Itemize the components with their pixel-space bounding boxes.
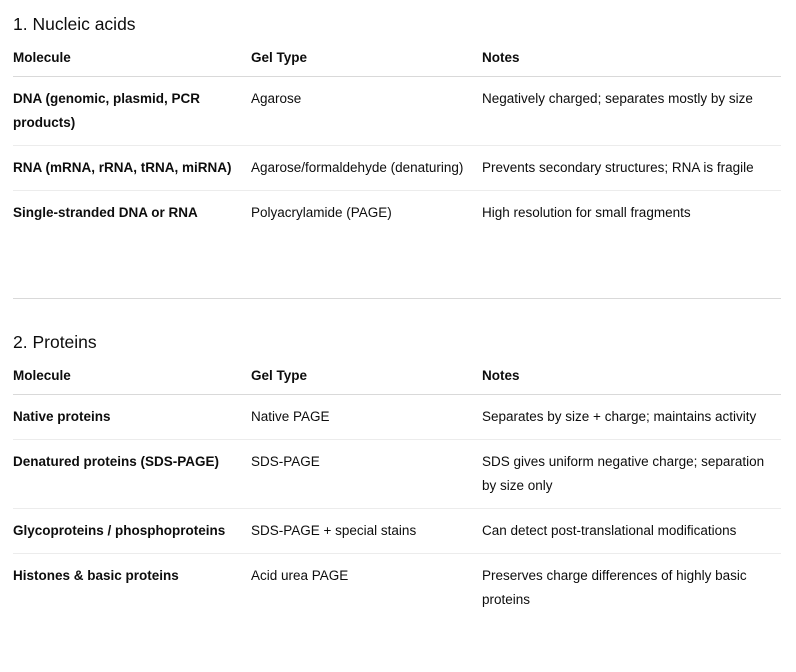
nucleic-acids-table <box>13 36 781 235</box>
notes-cell: Negatively charged; separates mostly by size <box>482 77 781 146</box>
column-header-notes: Notes <box>482 36 781 77</box>
table-row <box>13 77 781 146</box>
molecule-cell: Single-stranded DNA or RNA <box>13 205 198 220</box>
molecule-cell: Histones & basic proteins <box>13 568 179 583</box>
table-row <box>13 509 781 554</box>
molecule-cell: Denatured proteins (SDS-PAGE) <box>13 440 251 509</box>
section-nucleic-acids <box>13 0 781 235</box>
molecule-cell: RNA (mRNA, rRNA, tRNA, miRNA) <box>13 146 251 191</box>
notes-cell: High resolution for small fragments <box>482 205 691 220</box>
column-header-molecule: Molecule <box>13 354 251 395</box>
proteins-table <box>13 354 781 622</box>
table-row <box>13 440 781 509</box>
table-row <box>13 395 781 440</box>
notes-cell: Preserves charge differences of highly basic proteins <box>482 568 747 607</box>
section-proteins <box>13 330 781 622</box>
notes-cell: SDS gives uniform negative charge; separation by size only <box>482 440 781 509</box>
notes-cell: Separates by size + charge; maintains activity <box>482 395 781 440</box>
gel-type-cell: Acid urea PAGE <box>251 568 349 583</box>
section-title: 1. Nucleic acids <box>13 14 136 34</box>
gel-type-cell: Polyacrylamide (PAGE) <box>251 205 392 220</box>
gel-type-cell: Agarose/formaldehyde (denaturing) <box>251 146 482 191</box>
molecule-cell: Native proteins <box>13 395 251 440</box>
notes-cell: Prevents secondary structures; RNA is fragile <box>482 146 781 191</box>
table-header-row <box>13 36 781 77</box>
column-header-notes: Notes <box>482 354 781 395</box>
gel-type-cell: Native PAGE <box>251 395 482 440</box>
column-header-gel-type: Gel Type <box>251 354 482 395</box>
section-title: 2. Proteins <box>13 332 97 352</box>
table-row <box>13 146 781 191</box>
column-header-gel-type: Gel Type <box>251 36 482 77</box>
section-divider <box>13 298 781 299</box>
column-header-molecule: Molecule <box>13 36 251 77</box>
table-header-row <box>13 354 781 395</box>
gel-type-cell: Agarose <box>251 77 482 146</box>
table-row <box>13 191 781 236</box>
molecule-cell: Glycoproteins / phosphoproteins <box>13 509 251 554</box>
notes-cell: Can detect post-translational modifications <box>482 509 781 554</box>
molecule-cell: DNA (genomic, plasmid, PCR products) <box>13 77 251 146</box>
table-row <box>13 554 781 623</box>
gel-type-cell: SDS-PAGE + special stains <box>251 509 482 554</box>
gel-type-cell: SDS-PAGE <box>251 440 482 509</box>
